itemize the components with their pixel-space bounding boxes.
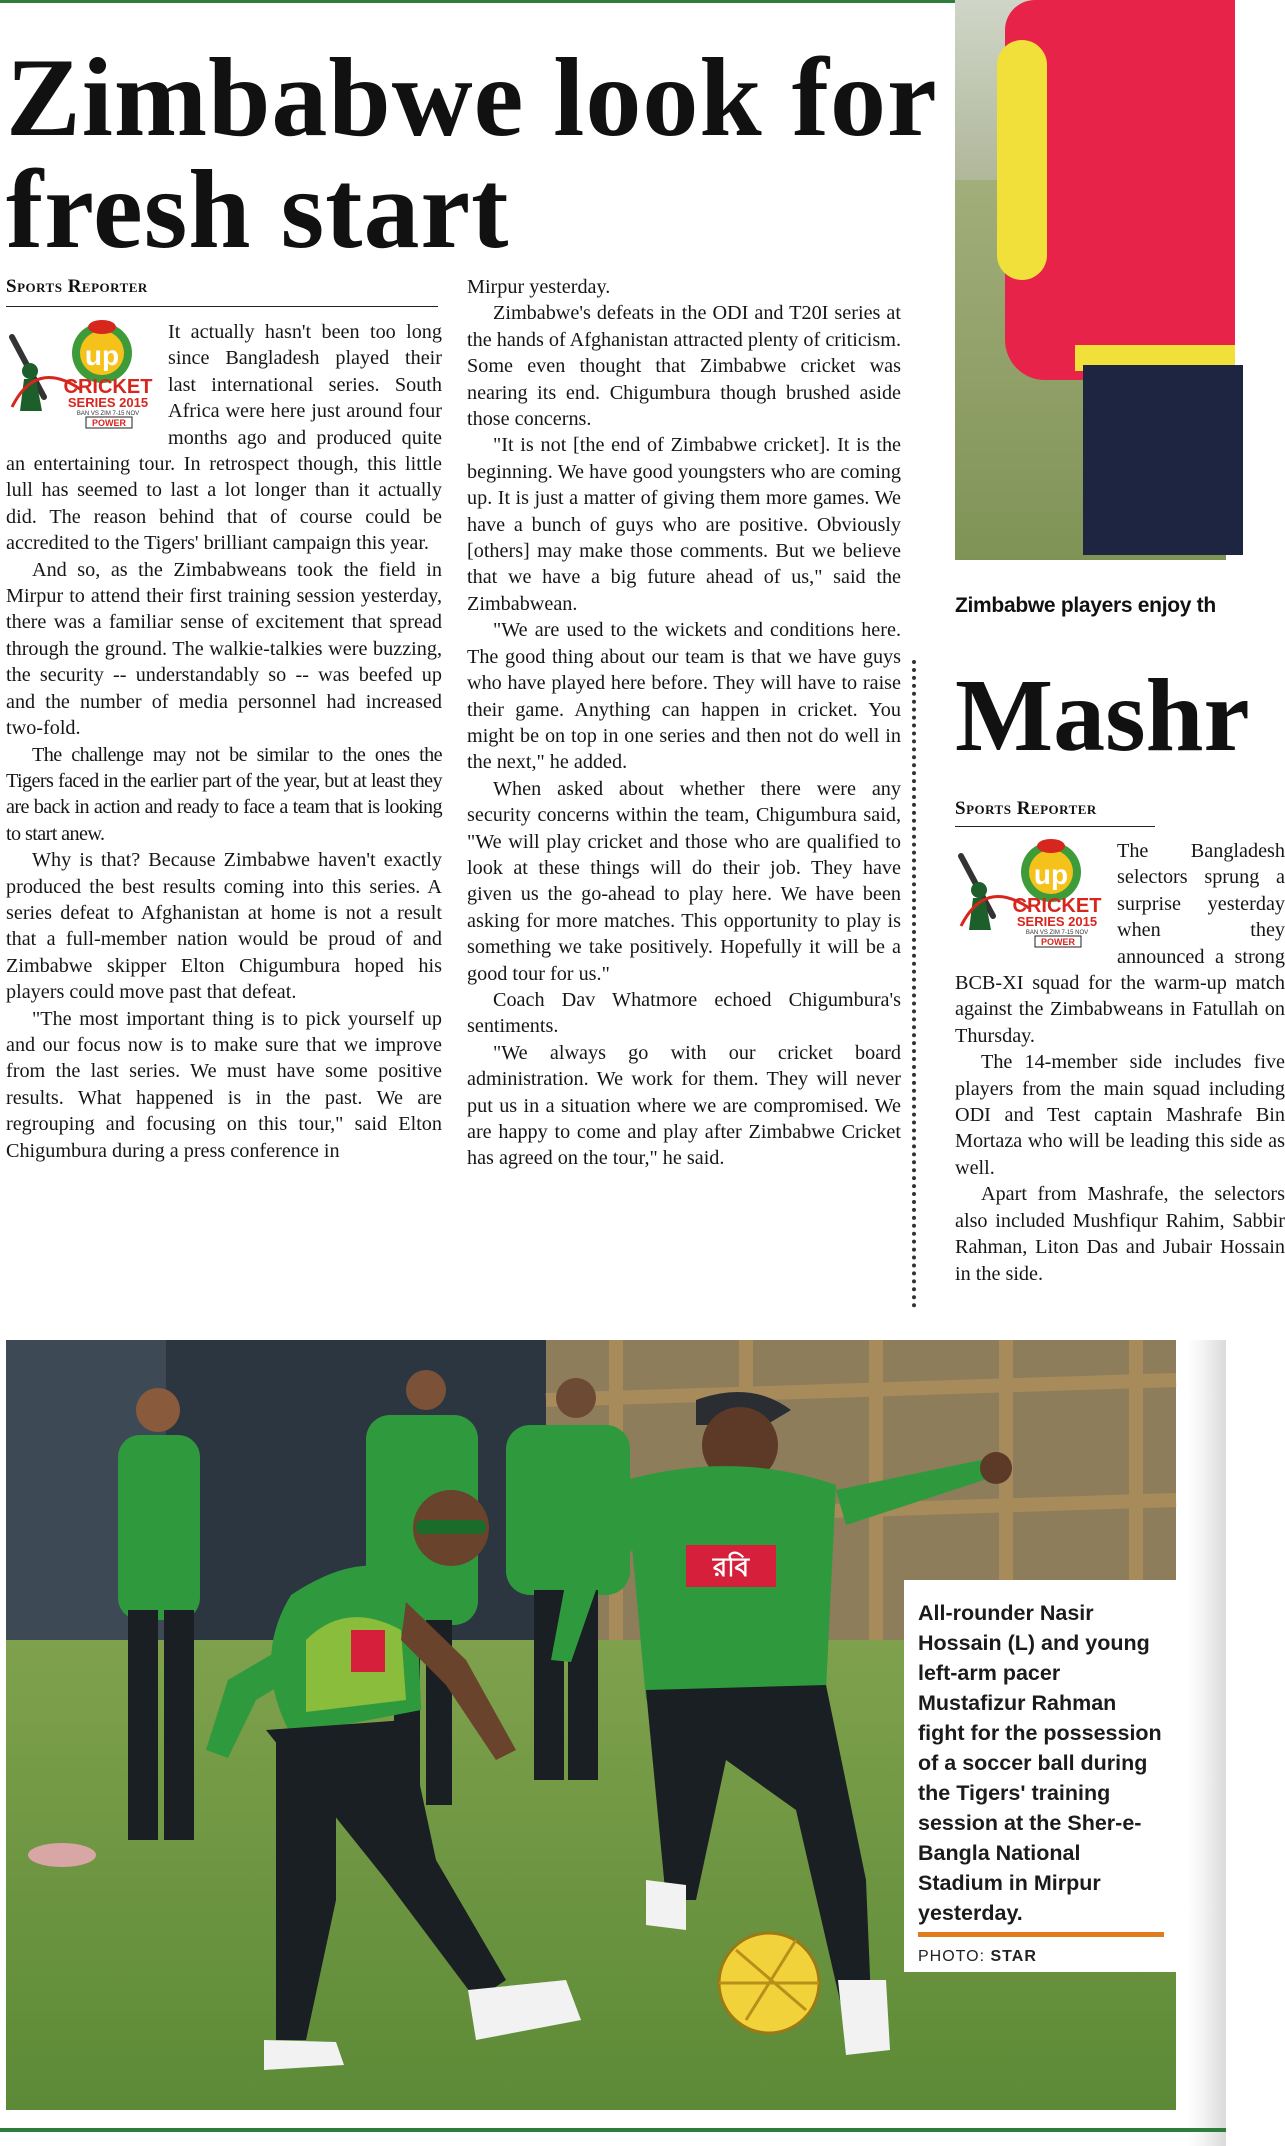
paragraph: "We always go with our cricket board administration. We work for them. They will never put us in a situation where we are compromised. We are happy to come and play after Zimbabwe Cricket has agreed on the tour," he said. [467,1041,901,1170]
side-byline: Sports Reporter [955,798,1097,819]
side-article-column [955,838,1285,1318]
paragraph: "We are used to the wickets and conditions here. The good thing about our team is that we have guys who have played here before. They will have to raise their game. Anything can happen in cricket. You might be on top in one series and then not do well in the next," he added. [467,619,901,774]
article-column-2 [467,274,901,1172]
logo-brand-text: CRICKET [63,376,153,398]
main-headline: Zimbabwe look for fresh start [6,36,936,272]
player-pants [1083,365,1243,555]
feature-caption: All-rounder Nasir Hossain (L) and young left-arm pacer Mustafizur Rahman fight for the possession of a soccer ball during the Tigers' training session at the Sher-e-Bangla National Stadium in Mirpur yesterday. [918,1601,1162,1925]
logo-dates-text: BAN VS ZIM 7-15 NOV [1025,930,1089,936]
player-sleeve [997,40,1047,280]
top-photo-caption: Zimbabwe players enjoy th [955,594,1216,617]
cricket-series-logo-graphic [6,319,158,429]
photo-credit [918,1948,1037,1966]
caption-orange-rule [918,1932,1164,1937]
jersey-sponsor-text: রবি [712,1553,750,1583]
paragraph: The Bangladesh selectors sprung a surprise yesterday when they announced a strong BCB-XI squad for the warm-up match against the Zimbabweans in Fatullah on Thursday. [955,840,1285,1047]
paragraph: "The most important thing is to pick yourself up and our focus now is to make sure that we improve from the last series. We must have some positive results. What happened is in the past. We are regrouping and focusing on this tour," said Elton Chigumbura during a press conference in [6,1007,442,1162]
logo-up-text: up [1033,859,1069,890]
logo-series-text: SERIES 2015 [1016,914,1098,929]
paragraph: The 14-member side includes five players from the main squad including ODI and Test captain Mashrafe Bin Mortaza who will be leading this side as well. [955,1051,1285,1179]
photo-credit-label: PHOTO: [918,1948,986,1965]
logo-sponsor-text: POWER [91,418,127,428]
paragraph: Why is that? Because Zimbabwe haven't exactly produced the best results coming into this series. A series defeat to Afghanistan at home is not a result that a full-member nation would be proud of and Zimbabwe skipper Elton Chigumbura hoped his players could move past that defeat. [6,849,442,1004]
side-byline-rule [955,826,1155,827]
side-headline: Mashr [955,658,1250,773]
paragraph: And so, as the Zimbabweans took the field in Mirpur to attend their first training session yesterday, there was a familiar sense of excitement that spread through the ground. The walkie-talkies were buzzing, the security -- understandably so -- was beefed up and the number of media personnel had increased two-fold. [6,558,442,740]
paragraph: Mirpur yesterday. [467,276,611,298]
cricket-series-logo-graphic [955,838,1107,948]
logo-sponsor-text: POWER [1040,937,1076,947]
logo-brand-text: CRICKET [1012,895,1102,917]
paragraph: When asked about whether there were any security concerns within the team, Chigumbura said, "We will play cricket and those who are qualified to look at these things will do their job. They have given us the go-ahead to play here. We have been asking for more matches. This opportunity to play is something we take positively. Hopefully it will be a good tour for us." [467,777,901,985]
logo-dates-text: BAN VS ZIM 7-15 NOV [76,411,140,417]
bottom-rule [0,2128,1226,2132]
paragraph: "It is not [the end of Zimbabwe cricket]. It is the beginning. We have good youngsters who are coming up. It is just a matter of giving them more games. We have a bunch of guys who are positive. Obviously [others] may make those comments. But we believe that we have a big future ahead of us," said the Zimbabwean. [467,434,901,615]
page-edge-strip [1188,1340,1226,2146]
main-byline: Sports Reporter [6,276,148,297]
logo-up-text: up [84,340,120,371]
soccer-ball [719,1933,819,2033]
photo-credit-source: STAR [990,1948,1037,1965]
byline-rule [6,306,438,307]
article-column-1 [6,319,442,1164]
cricket-series-logo [6,319,158,429]
cricket-series-logo [955,838,1107,948]
paragraph: Coach Dav Whatmore echoed Chigumbura's sentiments. [467,988,901,1038]
column-separator [912,660,916,1308]
paragraph: Apart from Mashrafe, the selectors also included Mushfiqur Rahim, Sabbir Rahman, Liton Das and Jubair Hossain in the side. [955,1183,1285,1285]
paragraph: Zimbabwe's defeats in the ODI and T20I series at the hands of Afghanistan attracted plenty of criticism. Some even thought that Zimbabwe cricket was nearing its end. Chigumbura though brushed aside those concerns. [467,302,901,431]
paragraph: It actually hasn't been too long since Bangladesh played their last international series. South Africa were here just around four months ago and produced quite an entertaining tour. In retrospect though, this little lull has seemed to last a lot longer than it actually did. The reason behind that of course could be accredited to the Tigers' brilliant campaign this year. [6,321,442,555]
paragraph: The challenge may not be similar to the ones the Tigers faced in the earlier part of the year, but at least they are back in action and ready to face a team that is looking to start anew. [6,743,442,845]
top-right-photo [955,0,1226,553]
logo-series-text: SERIES 2015 [67,395,149,410]
